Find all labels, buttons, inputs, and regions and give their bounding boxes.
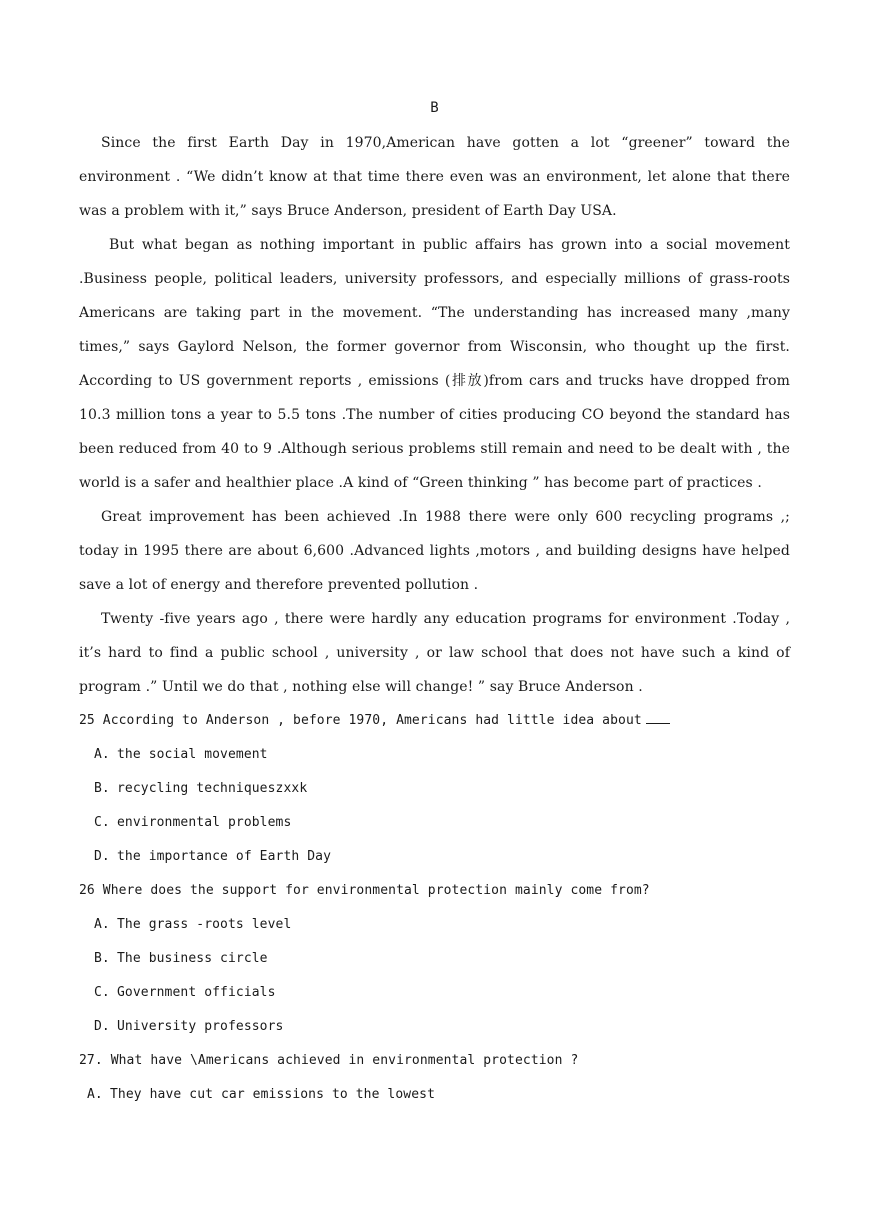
- question-stem: 27. What have \Americans achieved in environmental protection ?: [79, 1053, 579, 1068]
- answer-blank: [646, 709, 670, 724]
- option-text: the importance of Earth Day: [117, 849, 332, 864]
- option-letter: A.: [94, 747, 110, 762]
- option-26-a: [79, 908, 790, 942]
- option-25-d: [79, 840, 790, 874]
- question-26: [79, 874, 790, 908]
- reading-passage: [79, 126, 790, 1112]
- passage-paragraph-2: But what began as nothing important in public affairs has grown into a social movement .Business people, political leaders, university professors, and especially millions of grass-roots Americans are taking part in the movement. “The understanding has increased many ,many times,” says Gaylord Nelson, the former governor from Wisconsin, who thought up the first. According to US government reports , emissions (排放)from cars and trucks have dropped from 10.3 million tons a year to 5.5 tons .The number of cities producing CO beyond the standard has been reduced from 40 to 9 .Although serious problems still remain and need to be dealt with , the world is a safer and healthier place .A kind of “Green thinking ” has become part of practices .: [79, 237, 790, 491]
- option-25-b: [79, 772, 790, 806]
- option-text: recycling techniqueszxxk: [117, 781, 308, 796]
- option-letter: B.: [94, 781, 110, 796]
- option-letter: D.: [94, 1019, 110, 1034]
- option-27-a: [79, 1078, 790, 1112]
- option-letter: D.: [94, 849, 110, 864]
- question-25: [79, 704, 790, 738]
- option-text: The business circle: [117, 951, 268, 966]
- option-text: They have cut car emissions to the lowest: [110, 1087, 435, 1102]
- passage-paragraph-4: Twenty -five years ago , there were hardly any education programs for environment .Today , it’s hard to find a public school , university , or law school that does not have such a kind of program .” Until we do that , nothing else will change! ” say Bruce Anderson .: [79, 611, 790, 695]
- question-stem: 26 Where does the support for environmental protection mainly come from?: [79, 883, 650, 898]
- option-text: University professors: [117, 1019, 284, 1034]
- option-text: environmental problems: [117, 815, 292, 830]
- option-text: Government officials: [117, 985, 276, 1000]
- question-stem: 25 According to Anderson , before 1970, Americans had little idea about: [79, 713, 642, 728]
- option-25-c: [79, 806, 790, 840]
- option-letter: B.: [94, 951, 110, 966]
- option-text: the social movement: [117, 747, 268, 762]
- option-text: The grass -roots level: [117, 917, 292, 932]
- option-letter: C.: [94, 815, 110, 830]
- option-26-b: [79, 942, 790, 976]
- option-26-d: [79, 1010, 790, 1044]
- question-27: [79, 1044, 790, 1078]
- option-25-a: [79, 738, 790, 772]
- passage-paragraph-3: Great improvement has been achieved .In 1988 there were only 600 recycling programs ,; today in 1995 there are about 6,600 .Advanced lights ,motors , and building designs have helped save a lot of energy and therefore prevented pollution .: [79, 509, 790, 593]
- section-heading: B: [430, 100, 439, 116]
- passage-paragraph-1: Since the first Earth Day in 1970,American have gotten a lot “greener” toward the environment . “We didn’t know at that time there even was an environment, let alone that there was a problem with it,” says Bruce Anderson, president of Earth Day USA.: [79, 135, 790, 219]
- option-letter: C.: [94, 985, 110, 1000]
- option-26-c: [79, 976, 790, 1010]
- option-letter: A.: [87, 1087, 103, 1102]
- option-letter: A.: [94, 917, 110, 932]
